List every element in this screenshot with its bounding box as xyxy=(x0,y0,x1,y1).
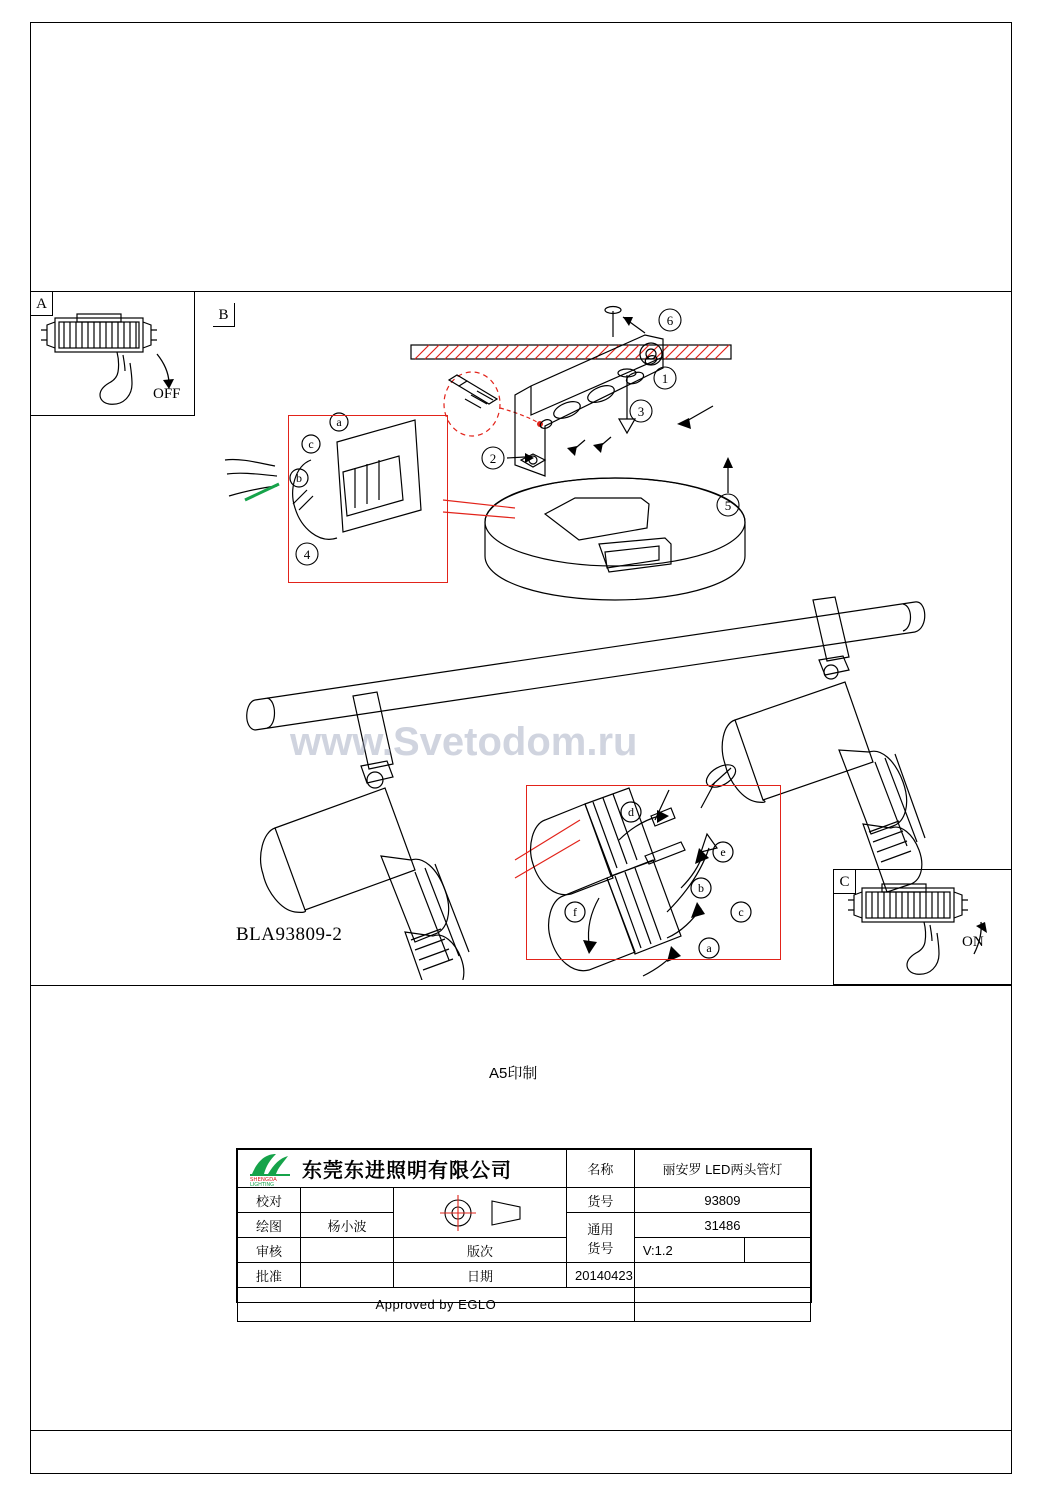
date-value: 20140423 xyxy=(567,1263,635,1288)
print-note: A5印制 xyxy=(489,1065,538,1082)
common-article-label-line1: 通用 xyxy=(587,1221,614,1237)
svg-text:e: e xyxy=(720,845,726,859)
row-value-drafter: 杨小波 xyxy=(301,1213,394,1238)
svg-text:b: b xyxy=(698,881,704,895)
model-code-label: BLA93809-2 xyxy=(236,924,343,945)
svg-text:6: 6 xyxy=(666,313,674,328)
empty-cell-2 xyxy=(634,1263,810,1288)
panel-b-tag: B xyxy=(213,303,235,327)
date-label: 日期 xyxy=(394,1263,567,1288)
svg-text:a: a xyxy=(706,941,712,955)
panel-c-tag: C xyxy=(834,870,856,894)
row-label-proofread: 校对 xyxy=(238,1188,301,1213)
divider-bottom xyxy=(30,1430,1012,1431)
empty-cell-3 xyxy=(634,1288,810,1322)
title-block xyxy=(236,1148,812,1312)
company-cell xyxy=(238,1150,567,1188)
svg-text:5: 5 xyxy=(724,498,732,513)
article-value: 93809 xyxy=(634,1188,810,1213)
svg-text:c: c xyxy=(738,905,744,919)
row-value-check xyxy=(301,1238,394,1263)
detail-box-lamp-adjust xyxy=(526,785,781,960)
panel-c xyxy=(833,869,1012,985)
row-label-check: 审核 xyxy=(238,1238,301,1263)
svg-text:LIGHTING: LIGHTING xyxy=(250,1181,275,1186)
svg-text:c: c xyxy=(308,437,314,451)
divider-middle xyxy=(30,985,1012,986)
empty-cell-1 xyxy=(744,1238,810,1263)
panel-c-on-label: ON xyxy=(962,934,984,950)
svg-text:4: 4 xyxy=(303,547,311,562)
svg-text:SHENGDA: SHENGDA xyxy=(250,1176,277,1183)
svg-text:f: f xyxy=(573,905,577,919)
detail-box-wiring xyxy=(288,415,448,583)
row-label-approve: 批准 xyxy=(238,1263,301,1288)
version-value: V:1.2 xyxy=(634,1238,744,1263)
svg-text:a: a xyxy=(336,415,342,429)
svg-text:b: b xyxy=(296,471,302,485)
common-article-value: 31486 xyxy=(634,1213,810,1238)
svg-text:3: 3 xyxy=(637,404,645,419)
row-value-approve xyxy=(301,1263,394,1288)
row-value-proofread xyxy=(301,1188,394,1213)
name-value: 丽安罗 LED两头管灯 xyxy=(634,1150,810,1188)
panel-c-switch-illustration xyxy=(834,870,1011,984)
watermark: www.Svetodom.ru xyxy=(290,720,638,764)
svg-text:1: 1 xyxy=(661,371,669,386)
panel-a-tag: A xyxy=(31,292,53,316)
panel-a xyxy=(30,291,195,416)
approved-by: Approved by EGLO xyxy=(238,1288,635,1322)
article-label: 货号 xyxy=(567,1188,635,1213)
svg-text:2: 2 xyxy=(489,451,497,466)
company-name: 东莞东进照明有限公司 xyxy=(302,1158,512,1182)
shengda-logo-icon xyxy=(246,1152,294,1186)
projection-symbol-cell xyxy=(394,1188,567,1238)
svg-text:d: d xyxy=(628,805,634,819)
row-label-drafter: 绘图 xyxy=(238,1213,301,1238)
name-label: 名称 xyxy=(567,1150,635,1188)
panel-a-off-label: OFF xyxy=(153,386,181,402)
common-article-label xyxy=(567,1213,635,1263)
version-label: 版次 xyxy=(394,1238,567,1263)
common-article-label-line2: 货号 xyxy=(587,1240,614,1256)
